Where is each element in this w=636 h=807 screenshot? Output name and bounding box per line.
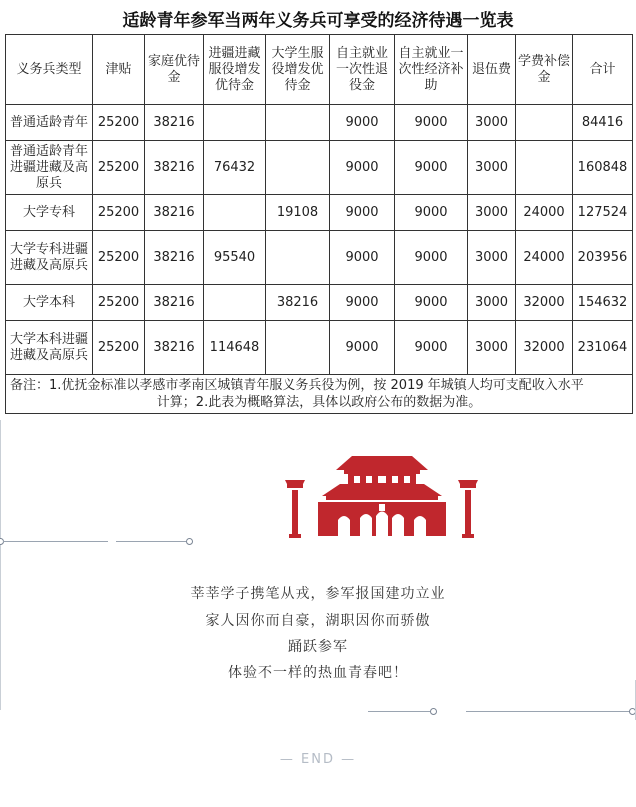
row-type: 普通适龄青年进疆进藏及高原兵	[6, 141, 93, 195]
cell-retirement: 9000	[330, 105, 395, 141]
cell-retirement: 9000	[330, 285, 395, 321]
cell-total: 160848	[573, 141, 633, 195]
note-line-1: 备注：1.优抚金标准以孝感市孝南区城镇青年服义务兵役为例，按 2019 年城镇人均可支配收入水平	[10, 378, 584, 393]
cell-retirement: 9000	[330, 141, 395, 195]
header-cell: 义务兵类型	[6, 35, 93, 105]
cell-total: 84416	[573, 105, 633, 141]
cell-allowance: 25200	[93, 105, 145, 141]
cell-tuition: 32000	[516, 321, 573, 375]
cell-tuition: 24000	[516, 231, 573, 285]
cell-subsidy: 9000	[395, 105, 468, 141]
cell-college: 19108	[266, 195, 330, 231]
cell-retirement: 9000	[330, 231, 395, 285]
header-cell: 自主就业一次性退役金	[330, 35, 395, 105]
divider-line	[466, 711, 630, 712]
cell-subsidy: 9000	[395, 321, 468, 375]
cell-family: 38216	[145, 231, 204, 285]
cell-family: 38216	[145, 321, 204, 375]
cell-college	[266, 141, 330, 195]
poem-line-3: 踊跃参军	[288, 639, 348, 655]
cell-family: 38216	[145, 105, 204, 141]
cell-subsidy: 9000	[395, 141, 468, 195]
cell-xinjiang-tibet: 76432	[204, 141, 266, 195]
header-cell: 进疆进藏服役增发优待金	[204, 35, 266, 105]
end-marker: — END —	[279, 752, 357, 767]
table-row	[6, 141, 633, 195]
table-header-row	[6, 35, 633, 105]
header-cell: 合计	[573, 35, 633, 105]
table-row	[6, 105, 633, 141]
cell-total: 154632	[573, 285, 633, 321]
note-line-2: 计算；2.此表为概略算法，具体以政府公布的数据为准。	[156, 395, 482, 410]
line-dot	[186, 538, 193, 545]
cell-allowance: 25200	[93, 231, 145, 285]
divider-line	[3, 541, 108, 542]
line-dot	[430, 708, 437, 715]
cell-discharge: 3000	[468, 285, 516, 321]
cell-xinjiang-tibet	[204, 285, 266, 321]
header-cell: 退伍费	[468, 35, 516, 105]
header-cell: 家庭优待金	[145, 35, 204, 105]
cell-retirement: 9000	[330, 195, 395, 231]
table-note	[6, 375, 633, 414]
poem-line-2: 家人因你而自豪，湖职因你而骄傲	[205, 613, 431, 629]
cell-allowance: 25200	[93, 321, 145, 375]
table-row	[6, 231, 633, 285]
cell-subsidy: 9000	[395, 285, 468, 321]
cell-total: 203956	[573, 231, 633, 285]
cell-allowance: 25200	[93, 285, 145, 321]
cell-tuition: 32000	[516, 285, 573, 321]
table-note-row	[6, 375, 633, 414]
header-cell: 大学生服役增发优待金	[266, 35, 330, 105]
cell-discharge: 3000	[468, 231, 516, 285]
row-type: 大学本科进疆进藏及高原兵	[6, 321, 93, 375]
cell-retirement: 9000	[330, 321, 395, 375]
header-cell: 自主就业一次性经济补助	[395, 35, 468, 105]
cell-discharge: 3000	[468, 195, 516, 231]
table-row	[6, 195, 633, 231]
cell-allowance: 25200	[93, 195, 145, 231]
benefits-table	[5, 34, 633, 414]
cell-college: 38216	[266, 285, 330, 321]
table-row	[6, 321, 633, 375]
cell-family: 38216	[145, 285, 204, 321]
cell-family: 38216	[145, 195, 204, 231]
cell-tuition: 24000	[516, 195, 573, 231]
cell-total: 127524	[573, 195, 633, 231]
cell-xinjiang-tibet	[204, 105, 266, 141]
row-type: 普通适龄青年	[6, 105, 93, 141]
cell-tuition	[516, 141, 573, 195]
cell-discharge: 3000	[468, 321, 516, 375]
row-type: 大学本科	[6, 285, 93, 321]
cell-xinjiang-tibet: 114648	[204, 321, 266, 375]
cell-allowance: 25200	[93, 141, 145, 195]
header-cell: 学费补偿金	[516, 35, 573, 105]
cell-xinjiang-tibet: 95540	[204, 231, 266, 285]
divider-line	[116, 541, 186, 542]
cell-subsidy: 9000	[395, 231, 468, 285]
cell-subsidy: 9000	[395, 195, 468, 231]
cell-college	[266, 321, 330, 375]
cell-total: 231064	[573, 321, 633, 375]
page-title: 适龄青年参军当两年义务兵可享受的经济待遇一览表	[122, 11, 514, 31]
cell-family: 38216	[145, 141, 204, 195]
row-type: 大学专科	[6, 195, 93, 231]
row-type: 大学专科进疆进藏及高原兵	[6, 231, 93, 285]
table-row	[6, 285, 633, 321]
cell-college	[266, 105, 330, 141]
cell-college	[266, 231, 330, 285]
cell-xinjiang-tibet	[204, 195, 266, 231]
header-cell: 津贴	[93, 35, 145, 105]
poem-line-1: 莘莘学子携笔从戎，参军报国建功立业	[190, 586, 446, 602]
cell-tuition	[516, 105, 573, 141]
cell-discharge: 3000	[468, 141, 516, 195]
poem-line-4: 体验不一样的热血青春吧！	[228, 665, 408, 681]
tiananmen-emblem-icon	[282, 450, 482, 540]
divider-line	[368, 711, 430, 712]
cell-discharge: 3000	[468, 105, 516, 141]
